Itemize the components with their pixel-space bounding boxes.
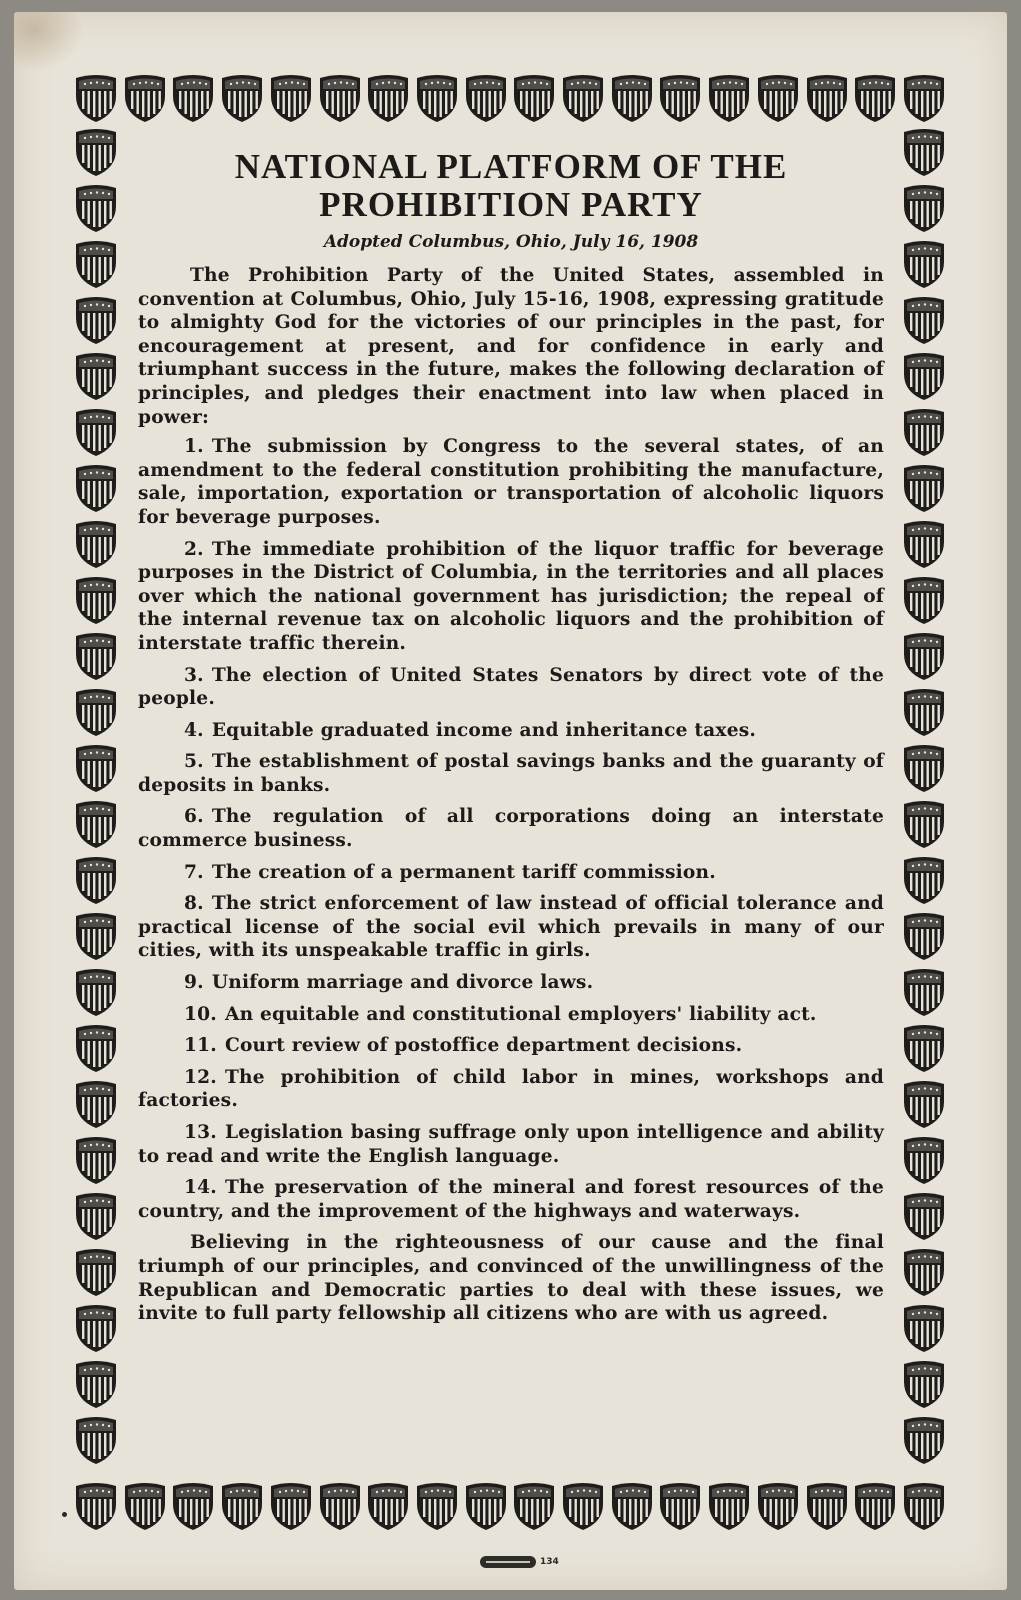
shield-icon (218, 72, 266, 124)
shield-icon (72, 1022, 120, 1074)
shield-icon (72, 686, 120, 738)
shield-icon (608, 72, 656, 124)
shield-icon (72, 1246, 120, 1298)
item-text: Court review of postoffice department decisions. (224, 1035, 743, 1057)
shield-icon (413, 1480, 461, 1532)
item-text: The strict enforcement of law instead of official tolerance and practical license of the social evil which prevails in many of our cities, with its unspeakable traffic in girls. (138, 893, 884, 962)
item-text: The regulation of all corporations doing an interstate commerce business. (138, 806, 884, 852)
shield-icon (462, 1480, 510, 1532)
platform-items (138, 435, 884, 1223)
shield-icon (364, 1480, 412, 1532)
shield-icon (559, 72, 607, 124)
shield-icon (900, 518, 948, 570)
item-number: 5. (184, 751, 204, 773)
shield-icon (900, 294, 948, 346)
shield-icon (72, 910, 120, 962)
item-text: The election of United States Senators by direct vote of the people. (138, 664, 884, 710)
shield-icon (72, 854, 120, 906)
shield-icon (656, 1480, 704, 1532)
item-text: The immediate prohibition of the liquor traffic for beverage purposes in the District of Columbia, in the territories and all places over which the national government has jurisdiction; the repeal of the internal revenue tax on alcoholic liquors and the prohibition of interstate traffic therein. (138, 538, 884, 654)
shield-icon (900, 798, 948, 850)
shield-icon (72, 72, 120, 124)
item-text: The preservation of the mineral and forest resources of the country, and the improvement of the highways and waterways. (138, 1177, 884, 1222)
shield-icon (72, 630, 120, 682)
shield-icon (900, 72, 948, 124)
platform-item (138, 664, 884, 711)
shield-icon (72, 1358, 120, 1410)
platform-item (138, 435, 884, 529)
shield-icon (900, 1134, 948, 1186)
shield-icon (900, 238, 948, 290)
printer-logo-icon (480, 1556, 536, 1568)
shield-icon (72, 518, 120, 570)
shield-border-bottom (72, 1480, 948, 1532)
shield-icon (316, 72, 364, 124)
shield-icon (900, 686, 948, 738)
shield-icon (413, 72, 461, 124)
shield-icon (900, 126, 948, 178)
shield-border-left (72, 126, 120, 1466)
shield-icon (900, 1414, 948, 1466)
shield-icon (900, 1022, 948, 1074)
item-number: 6. (184, 806, 204, 828)
closing-paragraph: Believing in the righteousness of our cause and the final triumph of our principles, and convinced of the unwillingness of the Republican and Democratic parties to deal with these issues, we invite to full party fellowship all citizens who are with us agreed. (138, 1232, 884, 1325)
adoption-subtitle: Adopted Columbus, Ohio, July 16, 1908 (323, 232, 699, 252)
platform-item (138, 805, 884, 852)
intro-paragraph: The Prohibition Party of the United States, assembled in convention at Columbus, Ohio, July 15-16, 1908, expressing gratitude to almighty God for the victories of our principles in the past, for encouragement at present, and for confidence in early and triumphant success in the future, makes the following declaration of principles, and pledges their enactment into law when placed in power: (138, 265, 884, 428)
item-number: 10. (184, 1003, 217, 1025)
shield-border-top (72, 72, 948, 124)
shield-icon (900, 350, 948, 402)
platform-item (138, 719, 884, 743)
item-text: An equitable and constitutional employers' liability act. (224, 1003, 817, 1025)
shield-icon (900, 966, 948, 1018)
printer-mark (480, 1556, 559, 1568)
platform-item (138, 861, 884, 885)
shield-icon (851, 1480, 899, 1532)
platform-item (138, 1034, 884, 1058)
shield-icon (72, 406, 120, 458)
item-text: The creation of a permanent tariff commission. (211, 861, 716, 883)
platform-item (138, 1176, 884, 1223)
age-stain (14, 12, 84, 72)
shield-icon (900, 630, 948, 682)
shield-icon (169, 1480, 217, 1532)
platform-item (138, 1003, 884, 1027)
shield-icon (900, 742, 948, 794)
shield-icon (72, 238, 120, 290)
ink-dot (62, 1512, 67, 1517)
shield-icon (900, 854, 948, 906)
item-text: The submission by Congress to the several states, of an amendment to the federal constitution prohibiting the manufacture, sale, importation, exportation or transportation of alcoholic liquors for beverage purposes. (138, 436, 884, 528)
shield-icon (169, 72, 217, 124)
shield-icon (900, 574, 948, 626)
shield-icon (900, 182, 948, 234)
shield-icon (121, 1480, 169, 1532)
item-text: Legislation basing suffrage only upon intelligence and ability to read and write the English language. (138, 1122, 884, 1167)
shield-icon (316, 1480, 364, 1532)
platform-item (138, 971, 884, 995)
shield-icon (900, 1078, 948, 1130)
shield-icon (121, 72, 169, 124)
shield-icon (559, 1480, 607, 1532)
item-number: 9. (184, 972, 204, 994)
shield-icon (900, 1190, 948, 1242)
shield-icon (900, 462, 948, 514)
item-text: Equitable graduated income and inheritance taxes. (211, 719, 757, 741)
title-line-1: NATIONAL PLATFORM OF THE (234, 147, 788, 186)
shield-icon (72, 350, 120, 402)
item-number: 3. (184, 664, 204, 686)
shield-icon (803, 72, 851, 124)
shield-icon (900, 1246, 948, 1298)
shield-icon (900, 406, 948, 458)
shield-icon (267, 1480, 315, 1532)
shield-icon (900, 1480, 948, 1532)
shield-icon (72, 1480, 120, 1532)
item-number: 8. (184, 893, 204, 915)
shield-icon (705, 1480, 753, 1532)
platform-text (138, 148, 884, 1334)
platform-item (138, 1066, 884, 1113)
platform-item (138, 538, 884, 656)
shield-icon (72, 574, 120, 626)
shield-icon (72, 798, 120, 850)
shield-icon (900, 910, 948, 962)
shield-icon (900, 1302, 948, 1354)
shield-icon (72, 462, 120, 514)
shield-icon (72, 1302, 120, 1354)
item-text: The establishment of postal savings banks and the guaranty of deposits in banks. (138, 751, 884, 796)
item-number: 1. (184, 436, 204, 458)
item-number: 2. (184, 538, 204, 560)
printer-number: 134 (540, 1557, 559, 1567)
item-number: 7. (184, 861, 204, 883)
item-number: 12. (184, 1066, 217, 1088)
shield-icon (72, 1078, 120, 1130)
platform-item (138, 1121, 884, 1168)
shield-icon (218, 1480, 266, 1532)
item-text: The prohibition of child labor in mines, workshops and factories. (138, 1066, 884, 1112)
shield-icon (72, 742, 120, 794)
shield-icon (72, 966, 120, 1018)
platform-item (138, 750, 884, 797)
item-text: Uniform marriage and divorce laws. (211, 972, 594, 994)
shield-icon (72, 182, 120, 234)
shield-icon (705, 72, 753, 124)
item-number: 13. (184, 1122, 217, 1143)
shield-icon (462, 72, 510, 124)
shield-icon (754, 1480, 802, 1532)
shield-icon (851, 72, 899, 124)
shield-icon (72, 1190, 120, 1242)
shield-icon (72, 1414, 120, 1466)
shield-icon (72, 294, 120, 346)
shield-icon (510, 1480, 558, 1532)
shield-icon (267, 72, 315, 124)
title-line-2: PROHIBITION PARTY (319, 185, 703, 224)
item-number: 11. (184, 1035, 217, 1057)
shield-icon (803, 1480, 851, 1532)
shield-icon (72, 126, 120, 178)
shield-icon (72, 1134, 120, 1186)
platform-item (138, 892, 884, 963)
shield-icon (656, 72, 704, 124)
shield-icon (608, 1480, 656, 1532)
shield-icon (754, 72, 802, 124)
shield-icon (364, 72, 412, 124)
item-number: 4. (184, 719, 204, 741)
shield-border-right (900, 126, 948, 1466)
shield-icon (900, 1358, 948, 1410)
item-number: 14. (184, 1177, 217, 1199)
page-title (138, 148, 884, 224)
shield-icon (510, 72, 558, 124)
